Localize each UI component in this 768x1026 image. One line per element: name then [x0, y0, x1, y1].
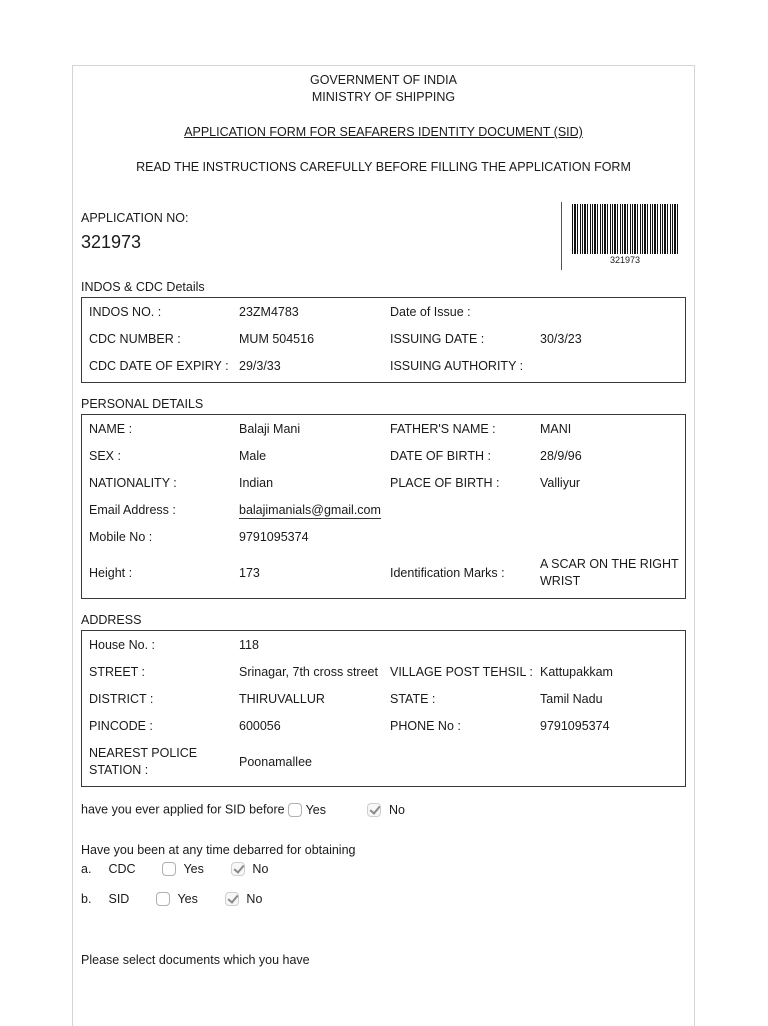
sid-before-yes-label: Yes [305, 802, 326, 817]
documents-prompt: Please select documents which you have [81, 953, 310, 967]
name-label: NAME : [89, 422, 133, 436]
district-label: DISTRICT : [89, 692, 154, 706]
debarred-cdc-no-checkbox[interactable] [231, 862, 245, 876]
village-post-tehsil-value: Kattupakkam [540, 665, 613, 679]
cdc-expiry-label: CDC DATE OF EXPIRY : [89, 359, 229, 373]
ministry-heading: MINISTRY OF SHIPPING [311, 90, 456, 104]
form-title-wrap [73, 125, 694, 139]
indos-no-value: 23ZM4783 [239, 305, 299, 319]
personal-section-title: PERSONAL DETAILS [81, 397, 204, 411]
application-number: 321973 [81, 232, 142, 252]
address-section-title: ADDRESS [81, 613, 142, 627]
issuing-date-label: ISSUING DATE : [390, 332, 485, 346]
height-value: 173 [239, 566, 260, 580]
mobile-value: 9791095374 [239, 530, 309, 544]
email-label: Email Address : [89, 503, 176, 517]
application-no-label: APPLICATION NO: [81, 211, 189, 225]
nationality-value: Indian [239, 476, 274, 490]
debarred-question: Have you been at any time debarred for obtaining [81, 843, 356, 857]
cdc-expiry-value: 29/3/33 [239, 359, 281, 373]
debarred-sid-row [81, 891, 262, 906]
issuing-authority-label: ISSUING AUTHORITY : [390, 359, 524, 373]
street-label: STREET : [89, 665, 146, 679]
sid-before-yes-checkbox[interactable] [288, 803, 302, 817]
email-value-wrap [239, 502, 381, 519]
district-value: THIRUVALLUR [239, 692, 325, 706]
form-title: APPLICATION FORM FOR SEAFARERS IDENTITY DOCUMENT (SID) [184, 125, 583, 139]
house-no-value: 118 [239, 638, 259, 652]
cdc-number-label: CDC NUMBER : [89, 332, 181, 346]
name-value: Balaji Mani [239, 422, 301, 436]
cdc-prefix: a. [81, 861, 92, 876]
nearest-police-station-label: NEAREST POLICE STATION : [89, 746, 198, 777]
debarred-sid-no-label: No [246, 891, 263, 906]
government-heading: GOVERNMENT OF INDIA [309, 73, 457, 87]
phone-value: 9791095374 [540, 719, 610, 733]
date-of-birth-label: DATE OF BIRTH : [390, 449, 491, 463]
sid-before-question [81, 802, 405, 817]
instructions-note: READ THE INSTRUCTIONS CAREFULLY BEFORE FILLING THE APPLICATION FORM [136, 160, 631, 174]
father-name-value: MANI [540, 422, 572, 436]
debarred-cdc-yes-checkbox[interactable] [162, 862, 176, 876]
sex-value: Male [239, 449, 267, 463]
debarred-cdc-row [81, 861, 268, 876]
identification-marks-value: A SCAR ON THE RIGHT WRIST [540, 557, 679, 588]
sid-prefix: b. [81, 891, 92, 906]
barcode [561, 202, 688, 270]
pincode-value: 600056 [239, 719, 281, 733]
date-of-birth-value: 28/9/96 [540, 449, 582, 463]
place-of-birth-value: Valliyur [540, 476, 581, 490]
barcode-bars [572, 204, 678, 254]
debarred-sid-yes-label: Yes [177, 891, 198, 906]
pincode-label: PINCODE : [89, 719, 153, 733]
cdc-label: CDC [108, 861, 136, 876]
phone-label: PHONE No : [390, 719, 461, 733]
indos-no-label: INDOS NO. : [89, 305, 162, 319]
nationality-label: NATIONALITY : [89, 476, 177, 490]
personal-details-box [81, 414, 686, 599]
sid-before-no-label: No [388, 802, 405, 817]
email-link[interactable]: balajimanials@gmail.com [239, 503, 381, 517]
debarred-sid-yes-checkbox[interactable] [156, 892, 170, 906]
sid-before-no-checkbox[interactable] [367, 803, 381, 817]
nearest-police-station-value: Poonamallee [239, 755, 312, 769]
street-value: Srinagar, 7th cross street [239, 665, 378, 679]
issuing-date-value: 30/3/23 [540, 332, 582, 346]
house-no-label: House No. : [89, 638, 156, 652]
application-form-sheet [72, 65, 695, 1026]
sid-before-text: have you ever applied for SID before [81, 802, 285, 817]
debarred-sid-no-checkbox[interactable] [225, 892, 239, 906]
mobile-label: Mobile No : [89, 530, 153, 544]
date-of-issue-label: Date of Issue : [390, 305, 471, 319]
state-value: Tamil Nadu [540, 692, 603, 706]
identification-marks-label: Identification Marks : [390, 566, 505, 580]
sex-label: SEX : [89, 449, 121, 463]
height-label: Height : [89, 566, 133, 580]
village-post-tehsil-label: VILLAGE POST TEHSIL : [390, 665, 533, 679]
sid-label: SID [108, 891, 130, 906]
indos-cdc-box [81, 297, 686, 383]
debarred-cdc-yes-label: Yes [183, 861, 204, 876]
barcode-text: 321973 [609, 255, 641, 265]
place-of-birth-label: PLACE OF BIRTH : [390, 476, 500, 490]
address-box [81, 630, 686, 787]
debarred-cdc-no-label: No [252, 861, 269, 876]
state-label: STATE : [390, 692, 436, 706]
cdc-number-value: MUM 504516 [239, 332, 315, 346]
father-name-label: FATHER'S NAME : [390, 422, 496, 436]
indos-section-title: INDOS & CDC Details [81, 280, 205, 294]
